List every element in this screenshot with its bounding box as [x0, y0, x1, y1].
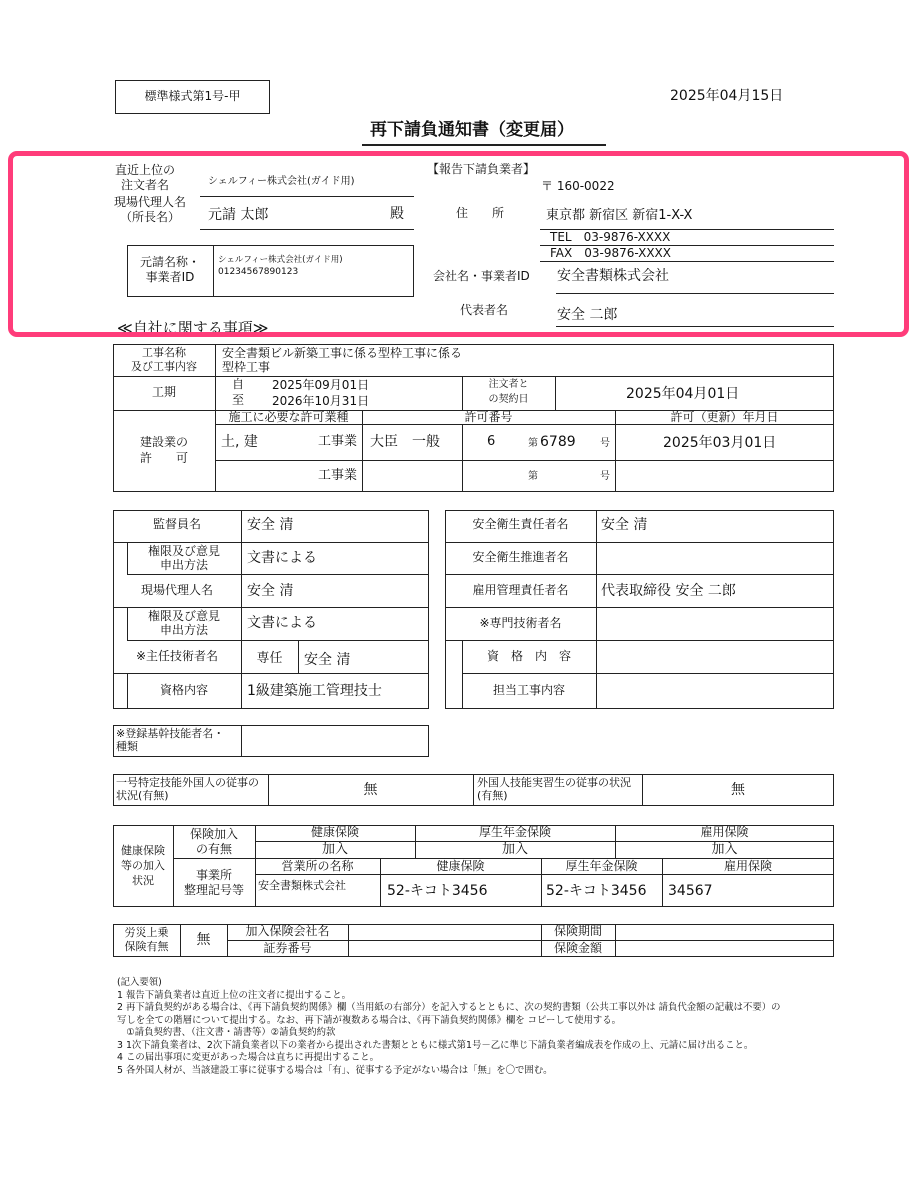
note-line: (記入要領) — [117, 977, 162, 988]
specialist-qual-label: 資 格 内 容 — [486, 649, 571, 663]
health-no-header: 健康保険 — [436, 859, 485, 873]
from-date: 2025年09月01日 — [272, 378, 370, 392]
rep-label: 代表者名 — [460, 303, 509, 317]
skilled-label: ※登録基幹技能者名・ 種類 — [116, 727, 225, 753]
qualification: 1級建築施工管理技士 — [247, 683, 382, 699]
health-header: 健康保険 — [310, 825, 359, 839]
page-title: 再下請負通知書（変更届） — [370, 120, 574, 140]
document-date: 2025年04月15日 — [670, 88, 784, 104]
license-label-b: 許 可 — [139, 451, 188, 465]
site-agent-label: 現場代理人名 — [140, 583, 213, 597]
office-label: 事業所 整理記号等 — [183, 868, 244, 897]
license-authority: 大臣 一般 — [370, 434, 440, 450]
reporter-heading: 【報告下請負業者】 — [427, 162, 536, 176]
employ-name: 代表取締役 安全 二郎 — [601, 583, 736, 599]
license-dai-1: 第 — [528, 438, 538, 449]
staff-right-table — [445, 510, 834, 709]
specialist-label: ※専門技術者名 — [479, 616, 562, 630]
tel: TEL 03-9876-XXXX — [550, 230, 671, 244]
license-label-a: 建設業の — [139, 435, 188, 449]
note-line: 2 再下請負契約がある場合は、《再下請負契約関係》欄（当用紙の右部分）を記入するとともに、次の契約書類（公共工事以外は 請負代金額の記載は不要）の — [117, 1002, 781, 1013]
promoter-label: 安全衛生推進者名 — [472, 550, 569, 564]
note-line: 4 この届出事項に変更があった場合は直ちに再提出すること。 — [117, 1052, 379, 1063]
license-suffix-1: 工事業 — [318, 434, 358, 449]
employment-no: 34567 — [668, 883, 713, 899]
note-line: 写しを全ての階層について提出する。なお、再下請が複数ある場合は、《再下請負契約関係》欄を コピーして使用する。 — [117, 1014, 621, 1026]
notes — [117, 977, 781, 1077]
license-dai-2: 第 — [528, 471, 538, 482]
supervisor-label: 監督員名 — [152, 517, 201, 531]
work-name-value: 安全書類ビル新築工事に係る型枠工事に係る 型枠工事 — [222, 346, 463, 374]
honorific: 殿 — [390, 206, 404, 222]
pension-no: 52-キコト3456 — [546, 883, 647, 899]
authority-label-2: 権限及び意見 申出方法 — [147, 609, 220, 637]
contract-label-a: 注文者と — [488, 379, 529, 390]
tokutei-value: 無 — [363, 782, 378, 798]
postal-code: 〒 160-0022 — [541, 179, 615, 193]
prime-id: 01234567890123 — [218, 267, 299, 277]
title-underline — [362, 144, 606, 146]
authority-label-1: 権限及び意見 申出方法 — [147, 544, 220, 572]
office-name: 安全書類株式会社 — [258, 879, 346, 892]
rousai-period-label: 保険期間 — [553, 924, 602, 938]
address-label: 住 所 — [456, 206, 505, 220]
license-number: 6789 — [540, 434, 576, 450]
prime-name: シェルフィー株式会社(ガイド用) — [218, 255, 343, 265]
agent-name: 元請 太郎 — [208, 207, 269, 223]
period-label: 工期 — [151, 385, 176, 399]
safety-label: 安全衛生責任者名 — [472, 517, 569, 531]
note-line: 1 報告下請負業者は直近上位の注文者に提出すること。 — [117, 989, 351, 1001]
company-label: 会社名・事業者ID — [433, 269, 530, 283]
employment-joined: 加入 — [711, 842, 738, 857]
section-heading: ≪自社に関する事項≫ — [117, 319, 269, 337]
tokutei-label: 一号特定技能外国人の従事の 状況(有無) — [116, 776, 259, 802]
license-suffix-2: 工事業 — [318, 468, 358, 483]
rep-name: 安全 二郎 — [557, 307, 618, 323]
col-license-number: 許可番号 — [464, 410, 513, 424]
to-date: 2026年10月31日 — [272, 394, 370, 408]
health-no: 52-キコト3456 — [387, 883, 488, 899]
note-line: 3 1次下請負業者は、2次下請負業者以下の業者から提出された書類とともに様式第1号－乙に準じ下請負業者編成表を作成の上、元請に届け出ること。 — [117, 1039, 754, 1051]
chief-label: ※主任技術者名 — [135, 649, 219, 663]
trainee-value: 無 — [731, 782, 745, 798]
orderer-label: 直近上位の 注文者名 — [114, 163, 175, 192]
orderer-name: シェルフィー株式会社(ガイド用) — [208, 176, 355, 187]
license-date: 2025年03月01日 — [663, 435, 777, 451]
highlight-frame — [8, 151, 909, 337]
supervisor: 安全 清 — [247, 517, 294, 533]
from-label: 自 — [232, 377, 245, 391]
fax: FAX 03-9876-XXXX — [550, 246, 671, 260]
agent-label: 現場代理人名 （所長名） — [113, 195, 186, 224]
pension-header: 厚生年金保険 — [478, 825, 551, 839]
address: 東京都 新宿区 新宿1-X-X — [546, 208, 693, 223]
col-license-type: 施工に必要な許可業種 — [228, 410, 349, 424]
chief-type: 専任 — [256, 651, 283, 666]
authority-1: 文書による — [247, 550, 317, 566]
license-go-2: 号 — [600, 471, 610, 482]
work-name-label: 工事名称 及び工事内容 — [131, 346, 197, 373]
to-label: 至 — [232, 393, 245, 407]
note-line: 5 各外国人材が、当該建設工事に従事する場合は「有」、従事する予定がない場合は「無」を〇で囲む。 — [117, 1064, 553, 1076]
trainee-label: 外国人技能実習生の従事の状況 (有無) — [477, 776, 631, 802]
rousai-label: 労災上乗 保険有無 — [124, 926, 169, 953]
safety-name: 安全 清 — [601, 517, 648, 533]
prime-label: 元請名称・ 事業者ID — [139, 255, 200, 284]
license-pref: 6 — [487, 434, 496, 449]
insurance-label: 健康保険 等の加入 状況 — [121, 844, 165, 887]
qualification-label: 資格内容 — [159, 683, 208, 697]
pension-joined: 加入 — [501, 842, 528, 857]
col-license-date: 許可（更新）年月日 — [670, 410, 779, 424]
employment-no-header: 雇用保険 — [723, 859, 772, 873]
note-line: ①請負契約書、（注文書・請書等）②請負契約約款 — [117, 1027, 336, 1038]
authority-2: 文書による — [247, 615, 317, 631]
license-type: 土, 建 — [221, 434, 258, 450]
rousai-cert-label: 証券番号 — [263, 941, 312, 955]
rousai-amount-label: 保険金額 — [553, 941, 602, 955]
pension-no-header: 厚生年金保険 — [565, 859, 638, 873]
chief-name: 安全 清 — [304, 652, 351, 668]
health-joined: 加入 — [321, 842, 348, 857]
site-agent: 安全 清 — [247, 583, 294, 599]
rousai-company-label: 加入保険会社名 — [245, 924, 330, 938]
company-name: 安全書類株式会社 — [557, 268, 669, 284]
license-go-1: 号 — [600, 438, 610, 449]
employ-label: 雇用管理責任者名 — [472, 583, 569, 597]
form-code: 標準様式第1号-甲 — [144, 89, 241, 103]
office-name-label: 営業所の名称 — [281, 859, 354, 873]
rousai-value: 無 — [196, 932, 211, 948]
specialist-work-label: 担当工事内容 — [492, 683, 565, 697]
insurance-join-label: 保険加入 の有無 — [189, 827, 238, 856]
contract-label-b: の契約日 — [488, 394, 529, 405]
contract-date: 2025年04月01日 — [626, 386, 740, 402]
employment-header: 雇用保険 — [700, 825, 749, 839]
